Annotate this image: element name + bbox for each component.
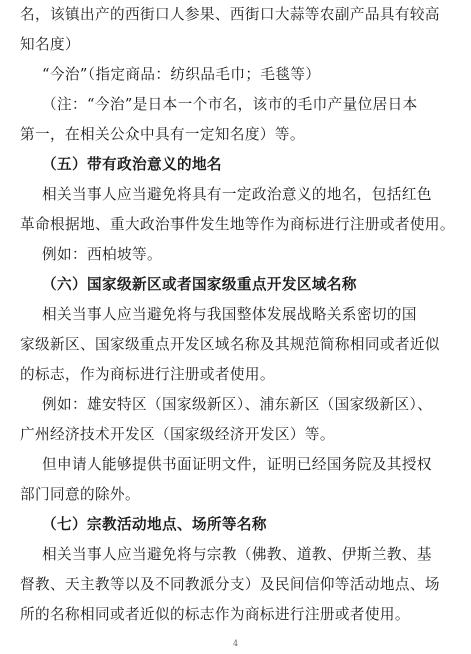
body-text-line: （注：“今治”是日本一个市名，该市的毛巾产量位居日本 [42, 96, 418, 113]
body-text-line: 相关当事人应当避免将具有一定政治意义的地名，包括红色 [42, 186, 432, 203]
body-text-line: 所的名称相同或者近似的标志作为商标进行注册或者使用。 [20, 606, 410, 623]
body-text-line: 相关当事人应当避免将与我国整体发展战略关系密切的国 [42, 306, 417, 323]
body-text-line: 督教、天主教等以及不同教派分支）及民间信仰等活动地点、场 [20, 576, 440, 593]
body-text-line: 第一，在相关公众中具有一定知名度）等。 [20, 126, 305, 143]
body-text-line: 例如：雄安特区（国家级新区）、浦东新区（国家级新区）、 [42, 396, 433, 413]
body-text-line: 部门同意的除外。 [20, 486, 140, 503]
body-text-line: 名，该镇出产的西街口人参果、西街口大蒜等农副产品具有较高 [20, 6, 440, 23]
body-text-line: 广州经济技术开发区（国家级经济开发区）等。 [20, 426, 335, 443]
body-text-line: 例如：西柏坡等。 [42, 246, 162, 263]
body-text-line: 革命根据地、重大政治事件发生地等作为商标进行注册或者使用。 [20, 216, 455, 233]
section-heading-seven: （七）宗教活动地点、场所等名称 [42, 516, 267, 533]
body-text-line: 的标志，作为商标进行注册或者使用。 [20, 366, 275, 383]
body-text-line: 相关当事人应当避免将与宗教（佛教、道教、伊斯兰教、基 [42, 546, 432, 563]
page-number: 4 [232, 639, 239, 648]
body-text-line: “今治”（指定商品：纺织品毛巾；毛毯等） [42, 66, 321, 83]
section-heading-five: （五）带有政治意义的地名 [42, 156, 222, 173]
body-text-line: 但申请人能够提供书面证明文件，证明已经国务院及其授权 [42, 456, 432, 473]
body-text-line: 知名度） [20, 36, 80, 53]
body-text-line: 家级新区、国家级重点开发区域名称及其规范简称相同或者近似 [20, 336, 440, 353]
section-heading-six: （六）国家级新区或者国家级重点开发区域名称 [42, 276, 357, 293]
